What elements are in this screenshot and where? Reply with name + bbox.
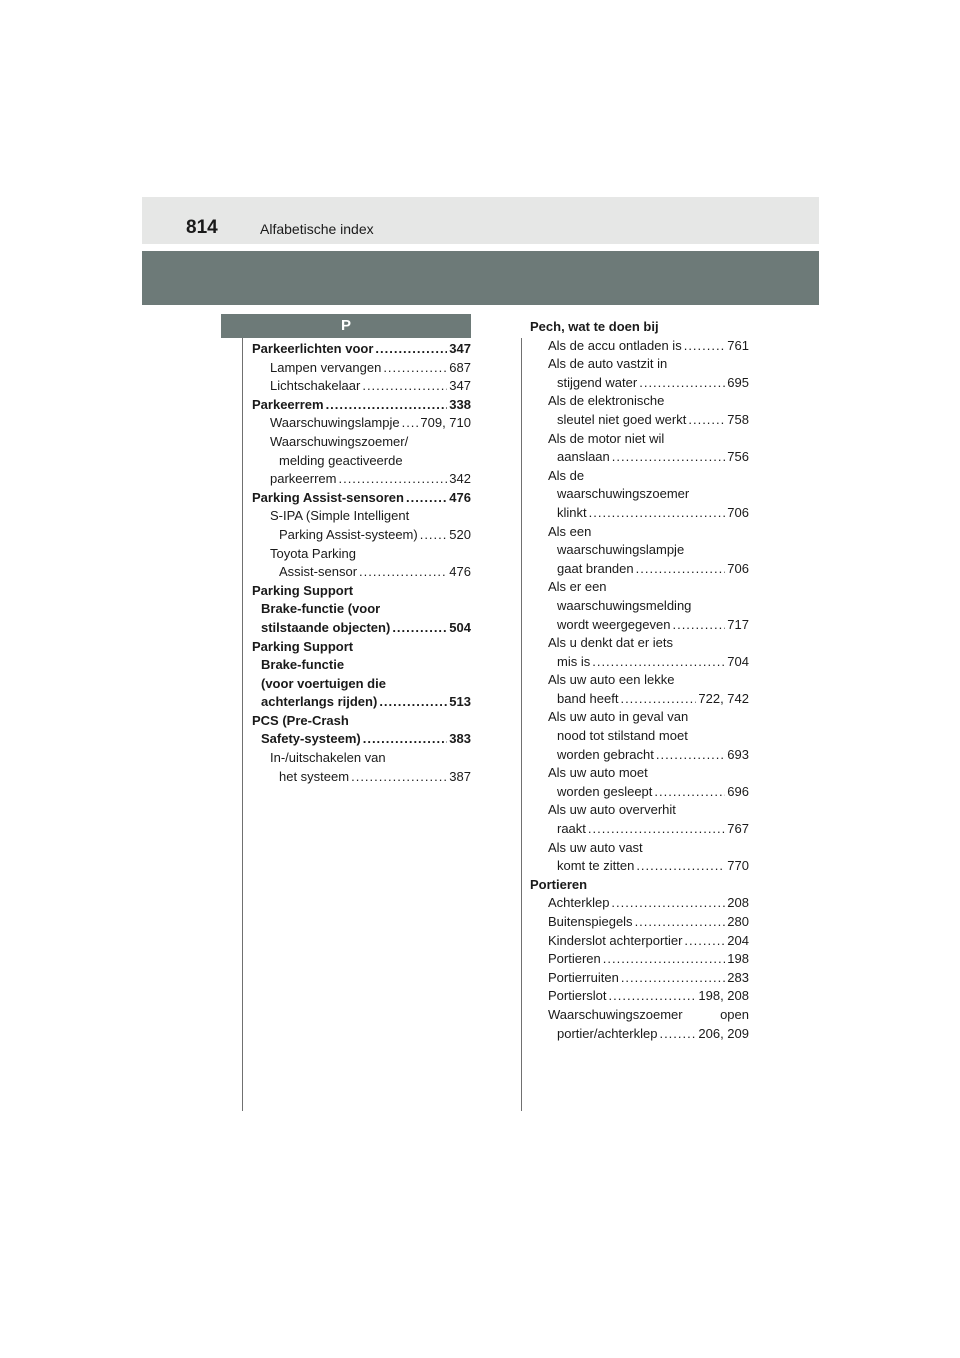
index-entry-label: Parkeerrem: [252, 396, 324, 412]
index-entry: [530, 1006, 749, 1025]
index-entry: [530, 485, 749, 504]
index-entry-label: stilstaande objecten): [261, 619, 391, 635]
index-entry-label: Als de auto vastzit in: [548, 356, 668, 372]
index-entry: [530, 708, 749, 727]
index-entry-label: Als de motor niet wil: [548, 430, 665, 446]
index-entry-label: Safety-systeem): [261, 731, 361, 747]
index-entry: [530, 616, 749, 635]
index-entry-label: Portierruiten: [548, 969, 619, 985]
index-entry: [530, 783, 749, 802]
index-entry: [530, 820, 749, 839]
index-entry: [530, 541, 749, 560]
index-entry-page: 513: [449, 694, 471, 710]
index-entry-label: waarschuwingslampje: [557, 542, 685, 558]
right-column-rule: [521, 338, 522, 1111]
dot-leader: [620, 690, 696, 709]
dot-leader: [656, 746, 725, 765]
index-entry-label: waarschuwingszoemer: [557, 486, 690, 502]
index-entry: [252, 712, 471, 731]
index-entry-label: waarschuwingsmelding: [557, 597, 692, 613]
index-entry-label: het systeem: [279, 768, 350, 784]
index-entry: [252, 768, 471, 787]
index-entry-label: PCS (Pre-Crash: [252, 712, 349, 728]
index-entry: [252, 452, 471, 471]
index-entry-label: Lichtschakelaar: [270, 378, 361, 394]
section-title: Alfabetische index: [260, 221, 374, 237]
index-entry-label: Brake-functie (voor: [261, 601, 381, 617]
index-entry: [252, 470, 471, 489]
index-entry-label: Als er een: [548, 579, 607, 595]
index-entry-label: melding geactiveerde: [279, 452, 403, 468]
index-entry-label: achterlangs rijden): [261, 694, 378, 710]
index-entry-page: 695: [727, 374, 749, 390]
index-entry-label: wordt weergegeven: [557, 616, 671, 632]
dot-leader: [588, 820, 725, 839]
index-entry-label: S-IPA (Simple Intelligent: [270, 508, 410, 524]
index-entry-label: aanslaan: [557, 449, 610, 465]
index-entry-label: Parking Support: [252, 582, 354, 598]
index-entry-page: 342: [449, 471, 471, 487]
index-entry: [530, 355, 749, 374]
index-entry: [252, 638, 471, 657]
index-entry: [252, 377, 471, 396]
index-entry-page: 704: [727, 653, 749, 669]
index-entry: [530, 411, 749, 430]
dot-leader: [612, 448, 726, 467]
index-entry-label: band heeft: [557, 690, 619, 706]
dot-leader: [672, 616, 725, 635]
dot-leader: [621, 969, 725, 988]
index-entry-label: klinkt: [557, 504, 587, 520]
index-entry-label: Portieren: [530, 876, 588, 892]
index-entry-label: worden gesleept: [557, 783, 653, 799]
index-entry: [530, 727, 749, 746]
index-entry: [530, 1025, 749, 1044]
dot-leader: [379, 693, 447, 712]
index-entry-page: 476: [449, 489, 471, 505]
index-entry: [252, 433, 471, 452]
dot-leader: [654, 783, 725, 802]
index-entry-page: 770: [727, 858, 749, 874]
dot-leader: [362, 377, 447, 396]
index-entry-label: Als u denkt dat er iets: [548, 635, 674, 651]
index-entry-label: Als een: [548, 523, 592, 539]
dot-leader: [383, 359, 447, 378]
index-entry-page: 504: [449, 619, 471, 635]
dot-leader: [359, 563, 447, 582]
index-entry-label: raakt: [557, 821, 586, 837]
index-entry-label: Als de elektronische: [548, 393, 665, 409]
index-entry-label: open: [720, 1006, 749, 1022]
index-entry-page: 696: [727, 783, 749, 799]
index-entry-page: 198, 208: [698, 988, 749, 1004]
index-entry: [530, 987, 749, 1006]
index-entry-label: Parking Assist-sensoren: [252, 489, 404, 505]
index-entry-page: 347: [449, 378, 471, 394]
index-entry: [252, 396, 471, 415]
index-entry: [252, 563, 471, 582]
index-entry-page: 208: [727, 895, 749, 911]
index-entry: [530, 764, 749, 783]
dot-leader: [592, 653, 725, 672]
dot-leader: [338, 470, 447, 489]
index-entry: [252, 582, 471, 601]
index-entry-page: 347: [449, 341, 471, 356]
index-entry-page: 706: [727, 504, 749, 520]
index-entry-page: 520: [449, 526, 471, 542]
index-letter-heading: P: [221, 314, 471, 338]
dot-leader: [392, 619, 447, 638]
index-entry: [530, 894, 749, 913]
index-entry: [530, 337, 749, 356]
header-bar: [142, 197, 819, 244]
index-entry-label: Parkeerlichten voor: [252, 341, 374, 356]
index-entry: [252, 749, 471, 768]
index-entry-label: Als uw auto oververhit: [548, 802, 676, 818]
index-entry: [530, 671, 749, 690]
index-entry-page: 761: [727, 337, 749, 353]
index-entry-label: Waarschuwingslampje: [270, 415, 400, 431]
index-entry: [252, 359, 471, 378]
index-entry-label: Als uw auto een lekke: [548, 672, 675, 688]
index-entry: [530, 746, 749, 765]
index-entry-label: Als de: [548, 467, 585, 483]
index-entry: [252, 507, 471, 526]
index-entry: [530, 653, 749, 672]
dot-leader: [636, 857, 725, 876]
index-entry: [252, 600, 471, 619]
index-entry: [252, 545, 471, 564]
dot-leader: [603, 950, 726, 969]
index-entry-label: Kinderslot achterportier: [548, 932, 683, 948]
dot-leader: [659, 1025, 696, 1044]
header-band: [142, 251, 819, 305]
index-entry-page: 706: [727, 560, 749, 576]
index-entry: [530, 913, 749, 932]
index-entry: [530, 392, 749, 411]
index-entry: [530, 430, 749, 449]
dot-leader: [639, 374, 725, 393]
index-entry-page: 280: [727, 914, 749, 929]
dot-leader: [406, 489, 447, 508]
index-entry-label: In-/uitschakelen van: [270, 750, 386, 766]
index-entry: [530, 523, 749, 542]
index-entry: [252, 619, 471, 638]
left-column-rule: [242, 338, 243, 1111]
index-entry-label: mis is: [557, 653, 591, 669]
index-entry-page: 204: [727, 932, 749, 948]
index-entry-page: 709, 710: [420, 415, 471, 431]
index-entry-page: 693: [727, 746, 749, 762]
index-entry-label: stijgend water: [557, 374, 638, 390]
index-entry-label: Toyota Parking: [270, 545, 356, 561]
dot-leader: [351, 768, 447, 787]
index-entry-label: nood tot stilstand moet: [557, 728, 688, 744]
index-entry: [252, 414, 471, 433]
index-entry-label: Waarschuwingszoemer: [548, 1006, 683, 1022]
index-entry-label: Waarschuwingszoemer/: [270, 433, 409, 449]
index-entry-label: Als uw auto in geval van: [548, 709, 689, 725]
index-entry-page: 387: [449, 768, 471, 784]
index-entry: [252, 675, 471, 694]
dot-leader: [363, 730, 448, 749]
index-entry-page: 767: [727, 821, 749, 837]
index-entry: [530, 876, 749, 895]
index-entry: [252, 340, 471, 359]
index-column-left: [252, 340, 471, 786]
index-column-right: [530, 318, 749, 1043]
index-entry-label: portier/achterklep: [557, 1025, 658, 1041]
dot-leader: [635, 913, 726, 932]
index-entry: [252, 693, 471, 712]
index-entry: [530, 857, 749, 876]
index-entry: [252, 489, 471, 508]
index-entry-label: (voor voertuigen die: [261, 675, 386, 691]
index-entry-label: Als de accu ontladen is: [548, 337, 682, 353]
index-entry-page: 687: [449, 359, 471, 375]
index-entry-label: Brake-functie: [261, 657, 345, 673]
index-entry-label: Parking Support: [252, 638, 354, 654]
index-entry: [252, 656, 471, 675]
index-entry: [252, 526, 471, 545]
index-entry-page: 283: [727, 969, 749, 985]
index-entry-page: 476: [449, 564, 471, 580]
index-entry-label: Als uw auto moet: [548, 765, 648, 781]
index-entry-label: komt te zitten: [557, 858, 635, 874]
page-number: 814: [186, 217, 218, 238]
index-entry: [530, 801, 749, 820]
dot-leader: [684, 932, 725, 951]
index-entry-page: 206, 209: [698, 1025, 749, 1041]
dot-leader: [609, 987, 697, 1006]
index-entry: [530, 634, 749, 653]
index-entry-label: worden gebracht: [557, 746, 654, 762]
dot-leader: [684, 337, 726, 356]
dot-leader: [589, 504, 726, 523]
index-entry-label: Assist-sensor: [279, 564, 358, 580]
index-entry: [530, 969, 749, 988]
dot-leader: [402, 414, 419, 433]
index-entry-page: 338: [449, 396, 471, 412]
dot-leader: [688, 411, 725, 430]
index-entry-label: Portierslot: [548, 988, 607, 1004]
index-entry-page: 756: [727, 449, 749, 465]
index-entry: [530, 504, 749, 523]
index-entry: [530, 318, 749, 337]
index-entry-label: Als uw auto vast: [548, 839, 643, 855]
index-entry-label: Achterklep: [548, 895, 610, 911]
index-entry: [530, 374, 749, 393]
index-entry-page: 758: [727, 411, 749, 427]
dot-leader: [420, 526, 448, 545]
dot-leader: [611, 894, 725, 913]
dot-leader: [375, 340, 447, 359]
index-entry-page: 722, 742: [698, 690, 749, 706]
index-entry-page: 383: [449, 731, 471, 747]
index-entry: [530, 839, 749, 858]
index-entry-page: 198: [727, 951, 749, 967]
index-entry: [530, 690, 749, 709]
index-entry-label: sleutel niet goed werkt: [557, 411, 687, 427]
index-entry: [530, 467, 749, 486]
index-entry-label: Pech, wat te doen bij: [530, 319, 659, 334]
index-entry: [252, 730, 471, 749]
index-entry: [530, 950, 749, 969]
index-entry: [530, 560, 749, 579]
index-entry-label: parkeerrem: [270, 471, 337, 487]
index-entry-page: 717: [727, 616, 749, 632]
index-entry: [530, 448, 749, 467]
index-entry-label: Buitenspiegels: [548, 914, 633, 929]
index-entry-label: Lampen vervangen: [270, 359, 382, 375]
dot-leader: [636, 560, 726, 579]
index-entry-label: Portieren: [548, 951, 601, 967]
index-entry-label: Parking Assist-systeem): [279, 526, 418, 542]
dot-leader: [326, 396, 448, 415]
index-entry: [530, 578, 749, 597]
index-entry-label: gaat branden: [557, 560, 634, 576]
index-entry: [530, 597, 749, 616]
index-entry: [530, 932, 749, 951]
